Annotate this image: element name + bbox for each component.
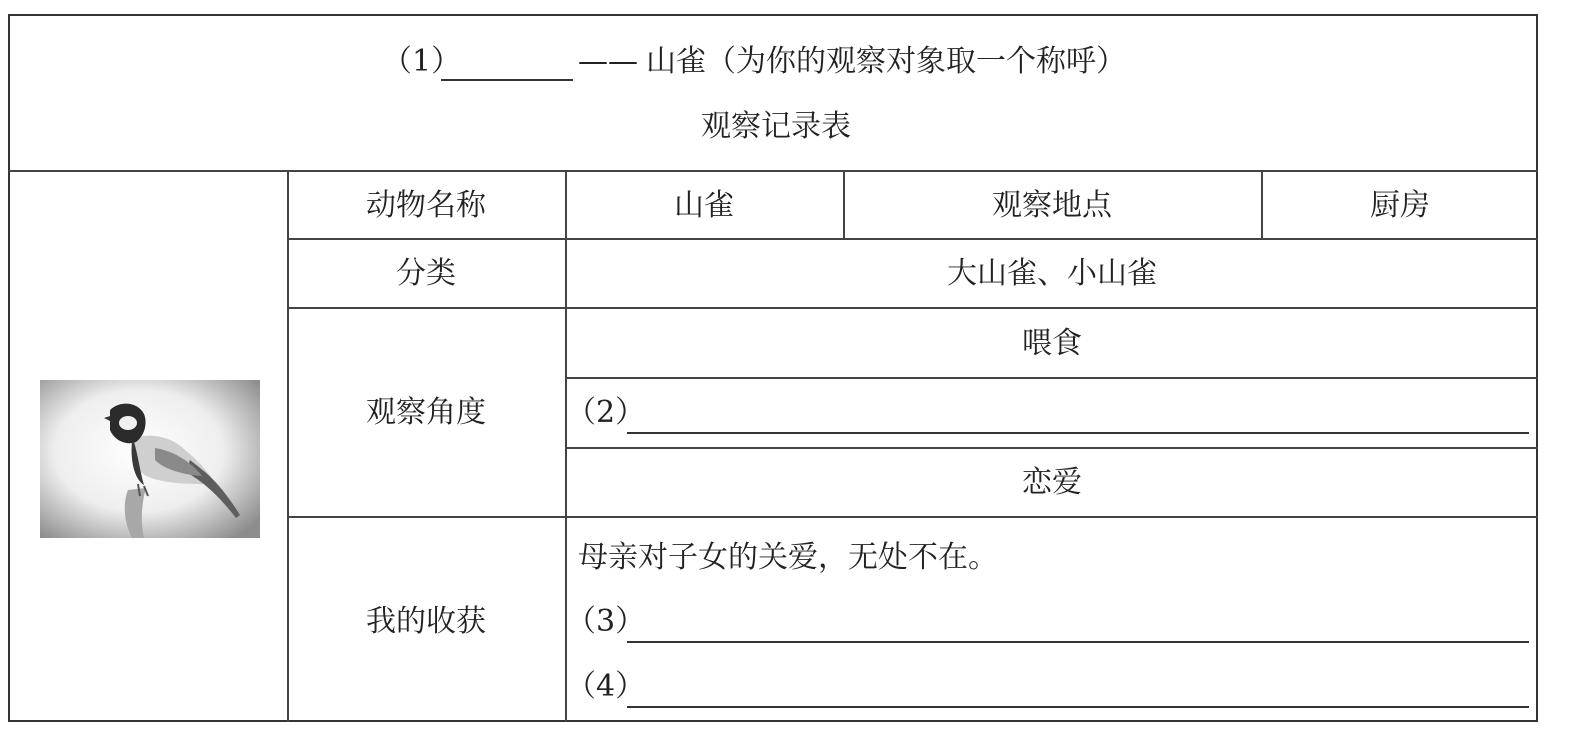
angle-courtship: 恋爱 (1022, 465, 1082, 500)
header-instruction: 山雀（为你的观察对象取一个称呼） (646, 44, 1126, 79)
table-title: 观察记录表 (701, 109, 851, 144)
classification-value: 大山雀、小山雀 (947, 256, 1157, 291)
gain-line-1: 母亲对子女的关爱，无处不在。 (578, 540, 998, 575)
gain-item-4-number: （4） (566, 669, 646, 704)
row-divider-3 (287, 516, 1538, 518)
row-divider-1 (287, 238, 1538, 240)
name-row-divider-2 (1261, 170, 1263, 238)
header-number: （1） (382, 44, 462, 79)
label-column-divider (565, 170, 567, 722)
row-divider-2 (287, 307, 1538, 309)
image-column-divider (287, 170, 289, 722)
tit-bird-photo (40, 380, 260, 538)
place-value: 厨房 (1370, 188, 1430, 223)
animal-name-label: 动物名称 (366, 188, 486, 223)
name-row-divider-1 (843, 170, 845, 238)
header-dash: —— (578, 44, 638, 79)
place-label: 观察地点 (992, 188, 1112, 223)
angle-item-2-number: （2） (566, 395, 646, 430)
classification-label: 分类 (396, 256, 456, 291)
gain-item-4-blank[interactable] (627, 706, 1529, 708)
header-divider (8, 170, 1538, 172)
gain-item-3-number: （3） (566, 604, 646, 639)
observation-angle-label: 观察角度 (366, 395, 486, 430)
angle-feeding: 喂食 (1022, 326, 1082, 361)
name-blank[interactable] (441, 79, 573, 81)
angle-divider-1 (565, 377, 1538, 379)
angle-divider-2 (565, 447, 1538, 449)
angle-item-2-blank[interactable] (627, 432, 1529, 434)
gain-item-3-blank[interactable] (627, 641, 1529, 643)
gain-label: 我的收获 (366, 604, 486, 639)
animal-name-value: 山雀 (674, 188, 734, 223)
